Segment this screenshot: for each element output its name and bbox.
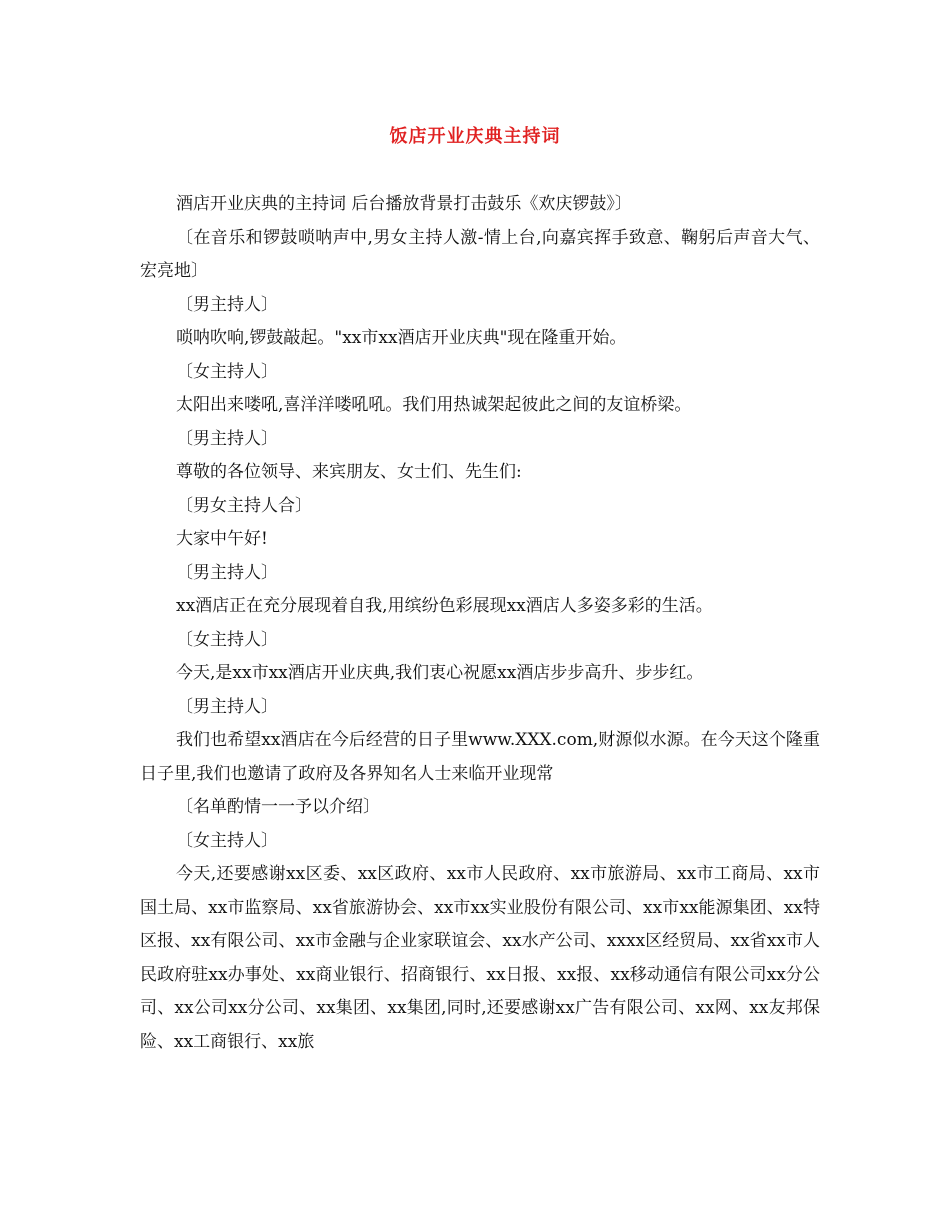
speaker-female-host: 〔女主持人〕 xyxy=(176,629,278,650)
paragraph-hotel-showcase: xx酒店正在充分展现着自我,用缤纷色彩展现xx酒店人多姿多彩的生活。 xyxy=(176,596,713,616)
speaker-female-host: 〔女主持人〕 xyxy=(176,830,278,851)
speaker-male-host: 〔男主持人〕 xyxy=(176,562,278,583)
speaker-male-host: 〔男主持人〕 xyxy=(176,428,278,449)
paragraph-guest-list-note: 〔名单酌情一一予以介绍〕 xyxy=(176,797,380,817)
paragraph-intro: 酒店开业庆典的主持词 后台播放背景打击鼓乐《欢庆锣鼓》〕 xyxy=(176,194,632,214)
paragraph-thanks: 今天,还要感谢xx区委、xx区政府、xx市人民政府、xx市旅游局、xx市工商局、xx市国土局、xx市监察局、xx省旅游协会、xx市xx实业股份有限公司、xx市xx能源集团、xx特区报、xx有限公司、xx市金融与企业家联谊会、xx水产公司、xxxx区经贸局、xx省xx市人民政府驻xx办事处、xx商业银行、招商银行、xx日报、xx报、xx移动通信有限公司xx分公司、xx公司xx分公司、xx集团、xx集团,同时,还要感谢xx广告有限公司、xx网、xx友邦保险、xx工商银行、xx旅 xyxy=(140,864,820,1052)
speaker-both-hosts: 〔男女主持人合〕 xyxy=(176,495,312,516)
paragraph-hopes: 我们也希望xx酒店在今后经营的日子里www.XXX.com,财源似水源。在今天这个隆重日子里,我们也邀请了政府及各界知名人士来临开业现常 xyxy=(140,730,820,784)
speaker-male-host: 〔男主持人〕 xyxy=(176,696,278,717)
paragraph-opening: 唢呐吹响,锣鼓敲起。"xx市xx酒店开业庆典"现在隆重开始。 xyxy=(176,328,627,348)
paragraph-good-noon: 大家中午好! xyxy=(176,529,268,549)
paragraph-greeting: 尊敬的各位领导、来宾朋友、女士们、先生们: xyxy=(176,462,522,482)
paragraph-sunrise: 太阳出来喽吼,喜洋洋喽吼吼。我们用热诚架起彼此之间的友谊桥梁。 xyxy=(176,395,692,415)
document-title: 饭店开业庆典主持词 xyxy=(389,126,561,147)
paragraph-today-wishes: 今天,是xx市xx酒店开业庆典,我们衷心祝愿xx酒店步步高升、步步红。 xyxy=(176,663,704,683)
speaker-female-host: 〔女主持人〕 xyxy=(176,361,278,382)
paragraph-stage-direction: 〔在音乐和锣鼓唢呐声中,男女主持人激-情上台,向嘉宾挥手致意、鞠躬后声音大气、宏亮地〕 xyxy=(140,227,820,281)
document-body xyxy=(140,188,820,1059)
speaker-male-host: 〔男主持人〕 xyxy=(176,294,278,315)
